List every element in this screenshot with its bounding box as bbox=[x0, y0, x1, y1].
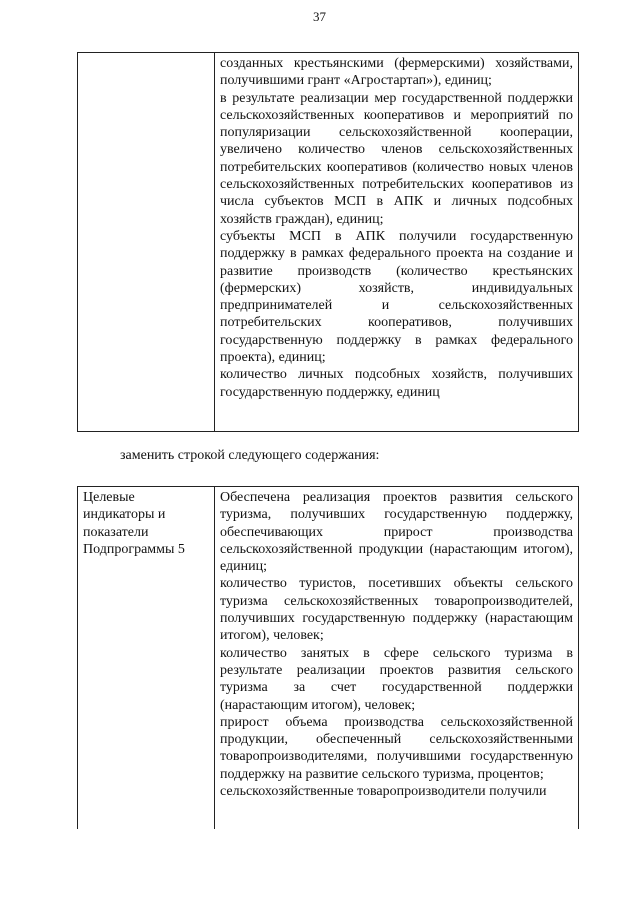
indicator-paragraph: в результате реализации мер государственной поддержки сельскохозяйственных кооперативов и мероприятий по популяризации сельскохозяйственной кооперации, увеличено количество членов сельскохозяйственных потребительских кооперативов (количество новых членов сельскохозяйственных потребительских кооперативов из числа субъектов МСП в АПК и личных подсобных хозяйств граждан), единиц; bbox=[220, 90, 573, 227]
indicator-paragraph: субъекты МСП в АПК получили государственную поддержку в рамках федерального проекта на создание и развитие производств (количество крестьянских (фермерских) хозяйств, индивидуальных предпринимателей и сельскохозяйственных потребительских кооперативов, получивших государственную поддержку в рамках федерального проекта), единиц; bbox=[220, 228, 573, 366]
page-number: 37 bbox=[313, 9, 326, 24]
indicator-paragraph: количество занятых в сфере сельского туризма в результате реализации проектов развития сельского туризма за счет государственной поддержки (нарастающим итогом), человек; bbox=[220, 645, 573, 713]
indicator-paragraph: количество туристов, посетивших объекты сельского туризма сельскохозяйственных товаропроизводителей, получивших государственную поддержку (нарастающим итогом), человек; bbox=[220, 576, 573, 644]
indicator-paragraph: прирост объема производства сельскохозяйственной продукции, обеспеченный сельскохозяйственными товаропроизводителями, получившими государственную поддержку на развитие сельского туризма, процентов; bbox=[220, 714, 573, 782]
indicator-paragraph: Обеспечена реализация проектов развития сельского туризма, получивших государственную поддержку, обеспечивающих прирост производства сельскохозяйственной продукции (нарастающим итогом), единиц; bbox=[220, 490, 573, 575]
table-row bbox=[78, 487, 579, 830]
table-row bbox=[78, 53, 579, 432]
row-label-line: индикаторы и bbox=[83, 507, 166, 523]
table-left-cell bbox=[78, 487, 215, 830]
table-right-cell bbox=[215, 487, 579, 830]
row-label-line: Целевые bbox=[83, 490, 135, 505]
indicator-paragraph: сельскохозяйственные товаропроизводители получили bbox=[220, 784, 547, 800]
row-label-line: показатели bbox=[83, 524, 149, 540]
table-left-cell bbox=[78, 53, 215, 432]
replace-instruction: заменить строкой следующего содержания: bbox=[120, 448, 380, 463]
table-right-cell bbox=[215, 53, 579, 432]
indicators-table-old bbox=[77, 52, 579, 432]
indicator-paragraph: созданных крестьянскими (фермерскими) хозяйствами, получившими грант «Агростартап»), единиц; bbox=[220, 56, 573, 89]
row-label-line: Подпрограммы 5 bbox=[83, 541, 185, 557]
indicators-table-new bbox=[77, 486, 579, 829]
indicator-paragraph: количество личных подсобных хозяйств, получивших государственную поддержку, единиц bbox=[220, 367, 573, 400]
